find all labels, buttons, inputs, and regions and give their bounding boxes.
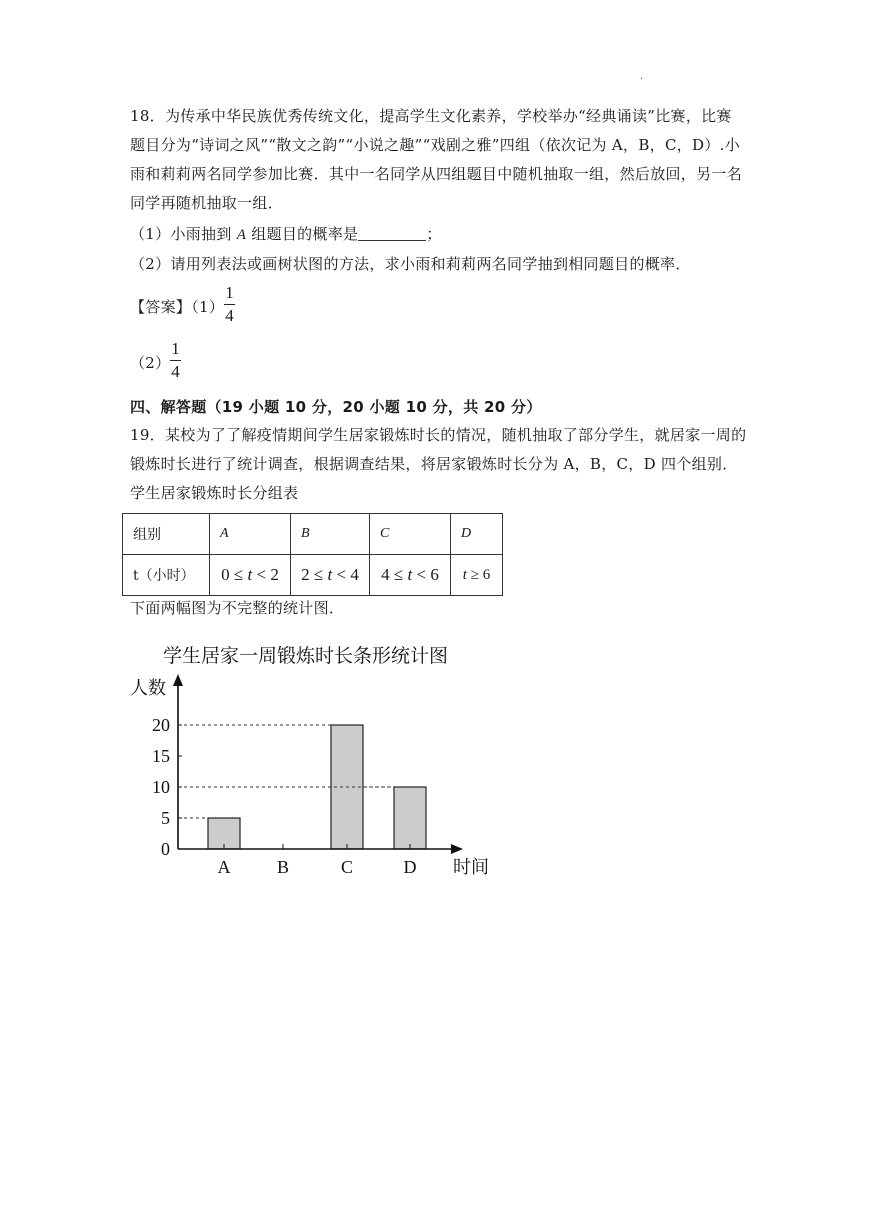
table-row xyxy=(123,555,503,596)
section-title: 四、解答题（19 小题 10 分，20 小题 10 分，共 20 分） xyxy=(130,398,542,416)
after-table-text: 下面两幅图为不完整的统计图． xyxy=(130,599,345,617)
answer-2-label: （2） xyxy=(130,354,171,372)
y-tick-label: 10 xyxy=(152,777,170,797)
q18-sub1-prefix: （1）小雨抽到 xyxy=(130,225,237,243)
q18-line-2: 题目分为“诗词之风”“散文之韵”“小说之趣”“戏剧之雅”四组（依次记为 A，B，C，D）.小 xyxy=(130,136,741,154)
table-cell: 组别 xyxy=(123,514,210,555)
q18-sub1-var: A xyxy=(236,227,247,243)
table-cell: 0 ≤ t < 2 xyxy=(210,555,291,596)
q19-line-2: 锻炼时长进行了统计调查，根据调查结果，将居家锻炼时长分为 A，B，C，D 四个组别． xyxy=(130,455,738,473)
q18-line-4: 同学再随机抽取一组． xyxy=(130,194,284,212)
y-tick-label: 0 xyxy=(161,839,170,859)
y-tick-label: 15 xyxy=(152,746,170,766)
q18-sub1 xyxy=(130,224,442,245)
fraction-bar xyxy=(170,360,181,361)
table-cell: A xyxy=(210,514,291,555)
bar-chart xyxy=(120,640,520,890)
table-cell: t（小时） xyxy=(123,555,210,596)
table-cell: B xyxy=(291,514,370,555)
table-cell: D xyxy=(451,514,503,555)
q18-sub2: （2）请用列表法或画树状图的方法，求小雨和莉莉两名同学抽到相同题目的概率． xyxy=(130,255,691,273)
answer-1-numerator: 1 xyxy=(225,283,234,302)
answer-2-denominator: 4 xyxy=(171,362,180,381)
table-cell: 2 ≤ t < 4 xyxy=(291,555,370,596)
q18-line-1: 18．为传承中华民族优秀传统文化，提高学生文化素养，学校举办“经典诵读”比赛，比赛 xyxy=(130,107,732,125)
y-axis-arrow-icon xyxy=(173,674,183,686)
table-cell: t ≥ 6 xyxy=(451,555,503,596)
table-title: 学生居家锻炼时长分组表 xyxy=(130,484,299,502)
y-axis-label: 人数 xyxy=(130,678,166,699)
answer-1-fraction xyxy=(224,284,235,325)
y-tick-label: 20 xyxy=(152,715,170,735)
chart-title: 学生居家一周锻炼时长条形统计图 xyxy=(163,645,449,667)
answer-blank xyxy=(358,226,426,241)
x-tick-label: B xyxy=(276,857,290,877)
bar-d xyxy=(394,787,426,849)
page-mark: · xyxy=(640,74,644,85)
answer-2-numerator: 1 xyxy=(171,339,180,358)
q18-sub1-end: ； xyxy=(426,225,442,243)
y-tick-label: 5 xyxy=(161,808,170,828)
answer-2-fraction xyxy=(170,340,181,381)
q18-sub1-suffix: 组题目的概率是 xyxy=(246,225,359,243)
fraction-bar xyxy=(224,304,235,305)
table-cell: C xyxy=(370,514,451,555)
x-tick-label: D xyxy=(403,857,417,877)
answer-label: 【答案】（1） xyxy=(130,298,225,316)
x-tick-label: C xyxy=(340,857,354,877)
x-axis-label: 时间 xyxy=(453,857,489,878)
chart-layer xyxy=(152,674,463,877)
group-table xyxy=(122,513,503,596)
x-tick-label: A xyxy=(217,857,231,877)
q18-line-3: 雨和莉莉两名同学参加比赛．其中一名同学从四组题目中随机抽取一组，然后放回，另一名 xyxy=(130,165,743,183)
table-cell: 4 ≤ t < 6 xyxy=(370,555,451,596)
q19-line-1: 19．某校为了了解疫情期间学生居家锻炼时长的情况，随机抽取了部分学生，就居家一周的 xyxy=(130,426,747,444)
table-row xyxy=(123,514,503,555)
x-axis-arrow-icon xyxy=(451,844,463,854)
answer-1-denominator: 4 xyxy=(225,306,234,325)
